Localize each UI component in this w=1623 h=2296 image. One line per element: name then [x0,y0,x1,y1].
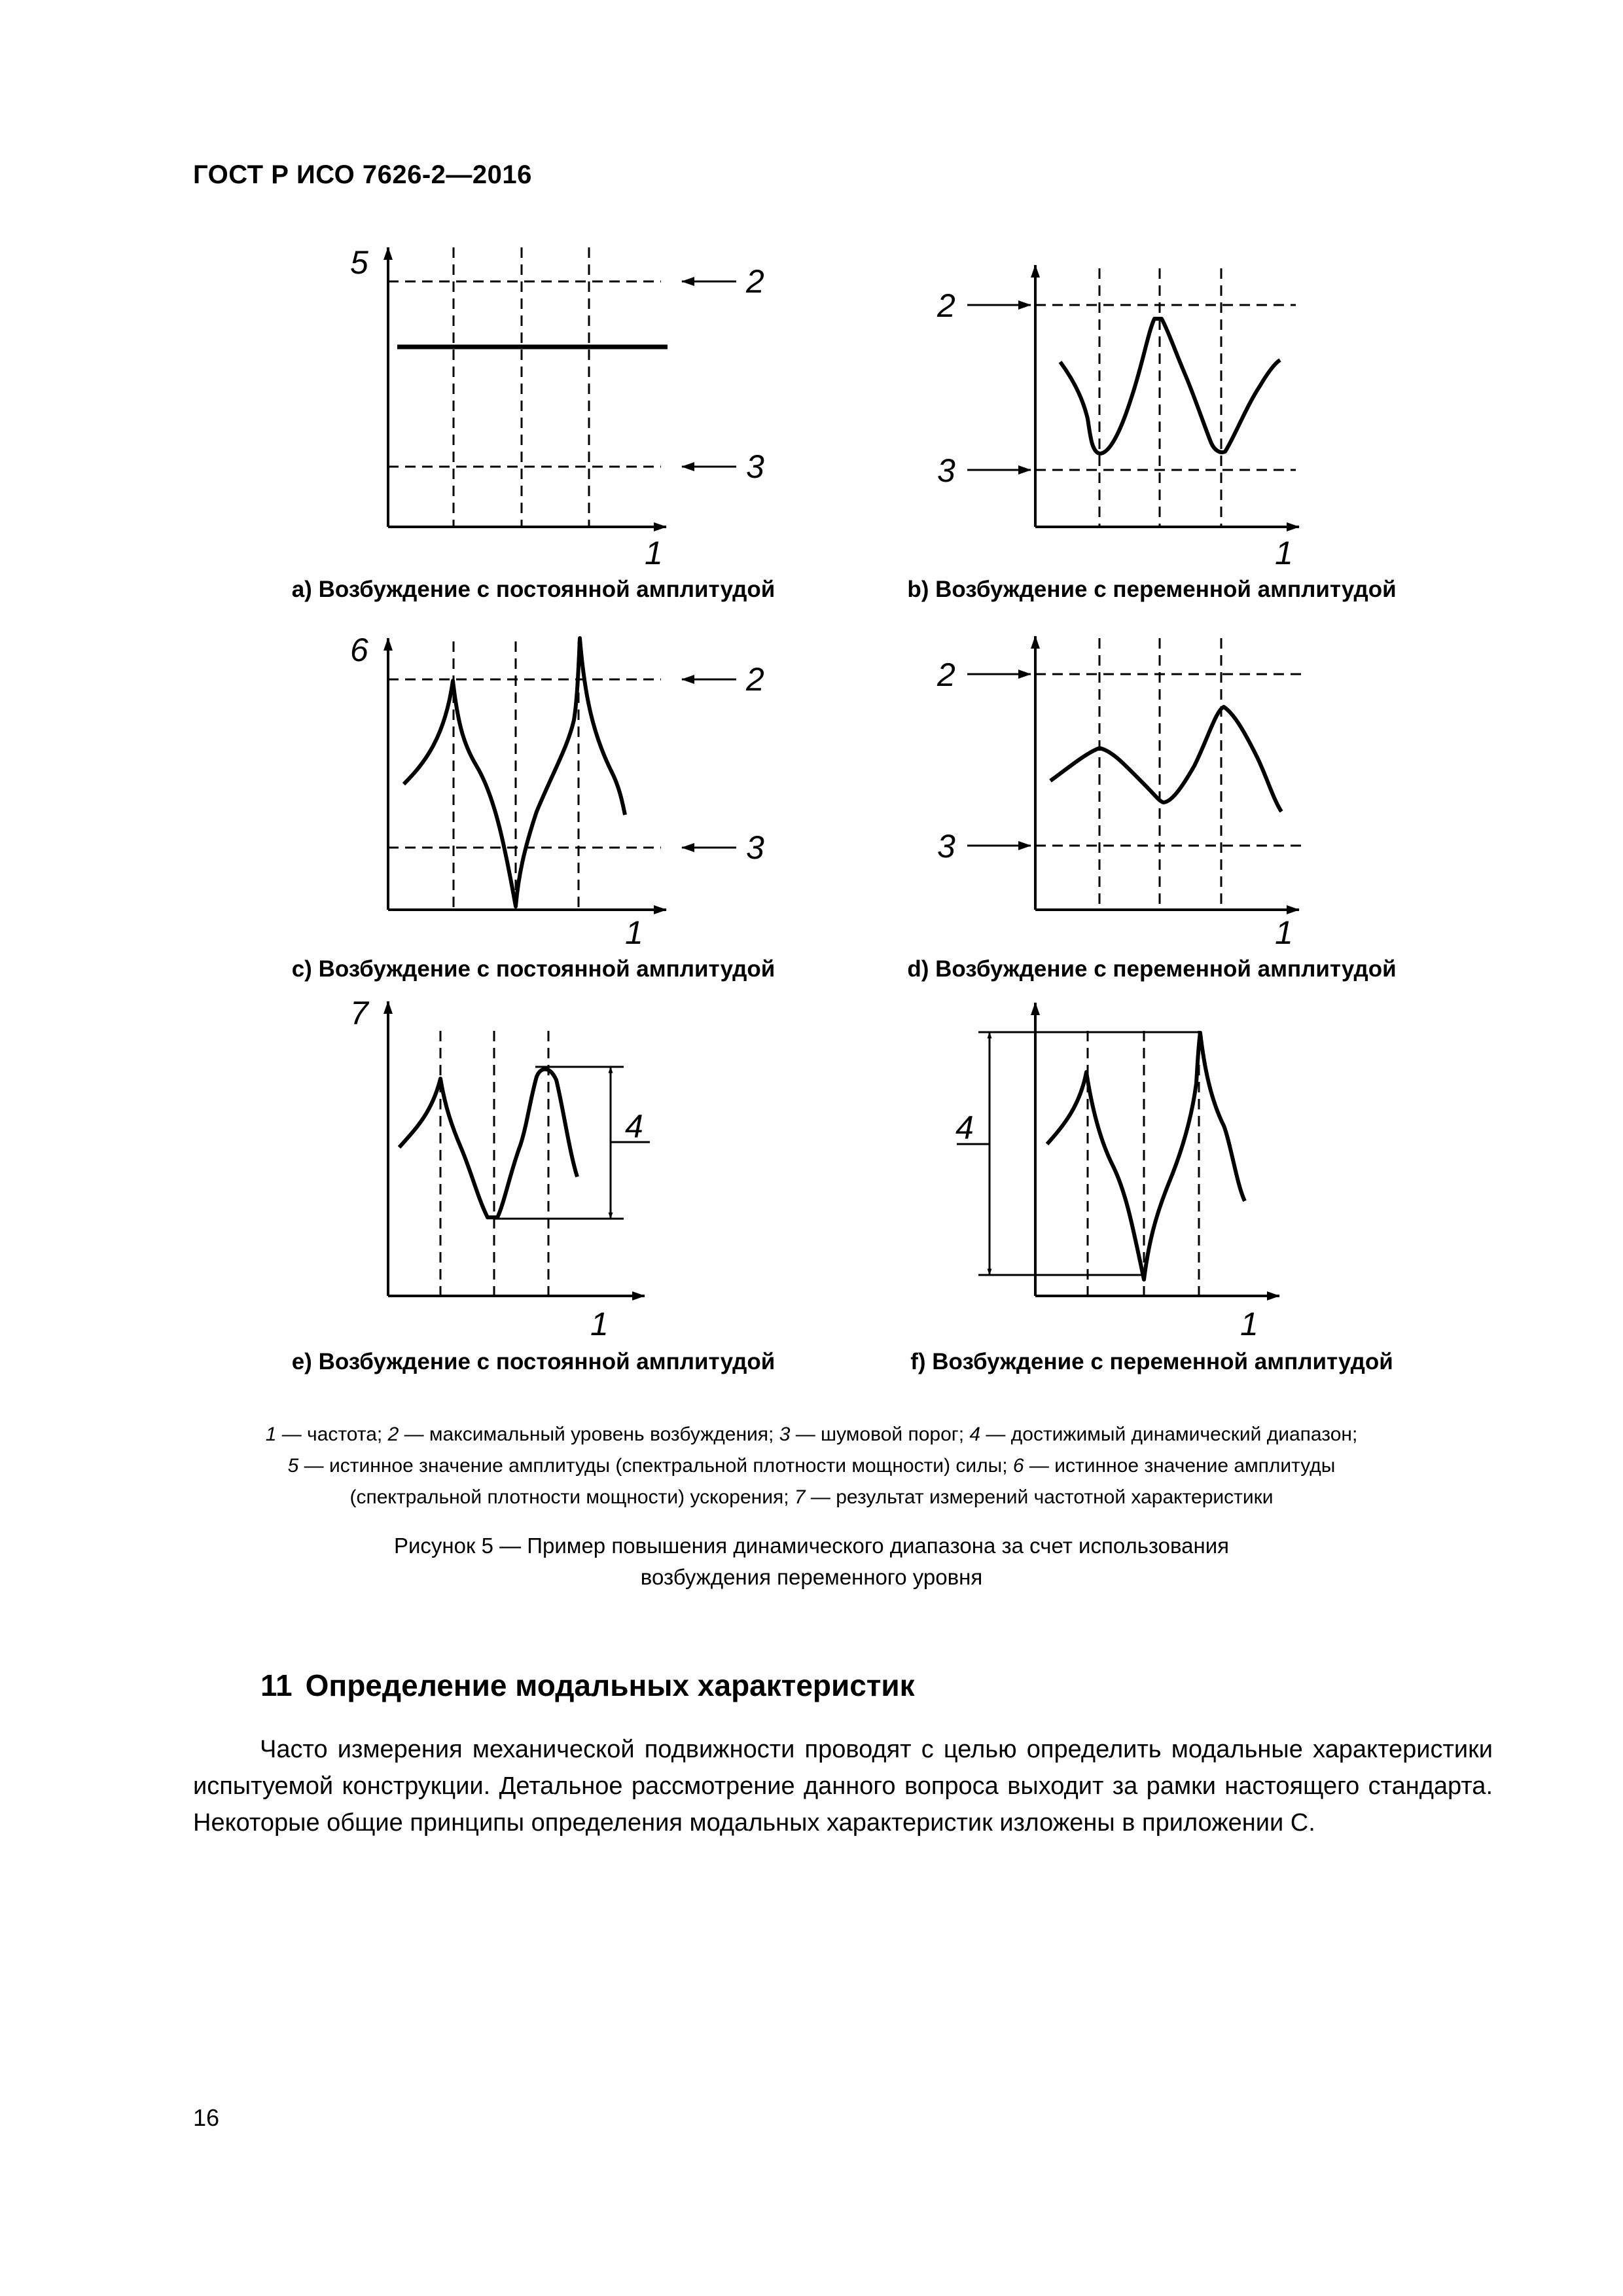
panel-c-max-label: 2 [746,661,764,698]
panel-a-y-label: 5 [350,244,368,281]
panel-a-max-label: 2 [746,263,764,300]
panel-f [957,1003,1279,1296]
panel-a-noise-label: 3 [746,448,764,485]
grid-lines [388,247,661,527]
grid-lines [1035,268,1296,527]
panel-b-x-label: 1 [1275,535,1293,571]
panel-c-noise-label: 3 [746,829,764,866]
panel-e-range-label: 4 [625,1108,643,1145]
panel-d [967,636,1306,910]
grid-lines [388,641,661,910]
panel-c [388,638,736,910]
panel-e-x-label: 1 [590,1306,609,1342]
legend-line: (спектральной плотности мощности) ускорения; 7 — результат измерений частотной характеристики [349,1486,1274,1508]
response-curve [1060,319,1280,454]
panel-f-caption: f) Возбуждение с переменной амплитудой [910,1349,1393,1374]
section-number: 11 [260,1668,293,1702]
panel-f-x-label: 1 [1240,1306,1258,1342]
response-curve [399,1069,577,1217]
panel-b [967,265,1299,527]
panel-b-max-label: 2 [937,287,955,324]
legend-line: 1 — частота; 2 — максимальный уровень возбуждения; 3 — шумовой порог; 4 — достижимый динамический диапазон; [265,1424,1358,1445]
panel-c-x-label: 1 [625,914,643,951]
panel-a [388,247,736,527]
section-paragraph: Часто измерения механической подвижности проводят с целью определить модальные характеристики испытуемой конструкции. Детальное рассмотрение данного вопроса выходит за рамки настоящего стандарта. Некоторые общие принципы определения модальных характеристик изложены в приложении С. [193,1736,1493,1837]
panel-b-noise-label: 3 [937,452,955,489]
grid-lines [440,1031,548,1296]
figure-legend [196,1419,1427,1513]
section-title-text: Определение модальных характеристик [305,1668,915,1702]
panel-c-caption: c) Возбуждение с постоянной амплитудой [291,956,776,982]
figure-title-line-2: возбуждения переменного уровня [640,1565,983,1589]
panel-c-y-label: 6 [350,632,368,668]
panel-d-noise-label: 3 [937,828,955,865]
response-curve [1050,707,1281,812]
panel-d-caption: d) Возбуждение с переменной амплитудой [907,956,1397,982]
panel-d-x-label: 1 [1275,914,1293,951]
panel-a-caption: a) Возбуждение с постоянной амплитудой [291,577,776,602]
section-heading [260,1668,915,1703]
panel-d-max-label: 2 [937,656,955,693]
panel-e [388,1001,650,1296]
panel-a-x-label: 1 [645,535,663,571]
panel-f-range-label: 4 [955,1109,974,1146]
panel-e-caption: e) Возбуждение с постоянной амплитудой [291,1349,776,1374]
range-indicator [957,1032,1201,1275]
panel-e-y-label: 7 [350,995,368,1031]
response-curve [1047,1033,1245,1280]
document-header: ГОСТ Р ИСО 7626-2—2016 [193,160,532,189]
legend-line: 5 — истинное значение амплитуды (спектральной плотности мощности) силы; 6 — истинное значение амплитуды [287,1455,1336,1477]
figure-title [196,1530,1427,1593]
page-number: 16 [193,2104,220,2131]
grid-lines [1088,1031,1199,1296]
panel-b-caption: b) Возбуждение с переменной амплитудой [907,577,1397,602]
figure-title-line-1: Рисунок 5 — Пример повышения динамического диапазона за счет использования [393,1534,1230,1558]
